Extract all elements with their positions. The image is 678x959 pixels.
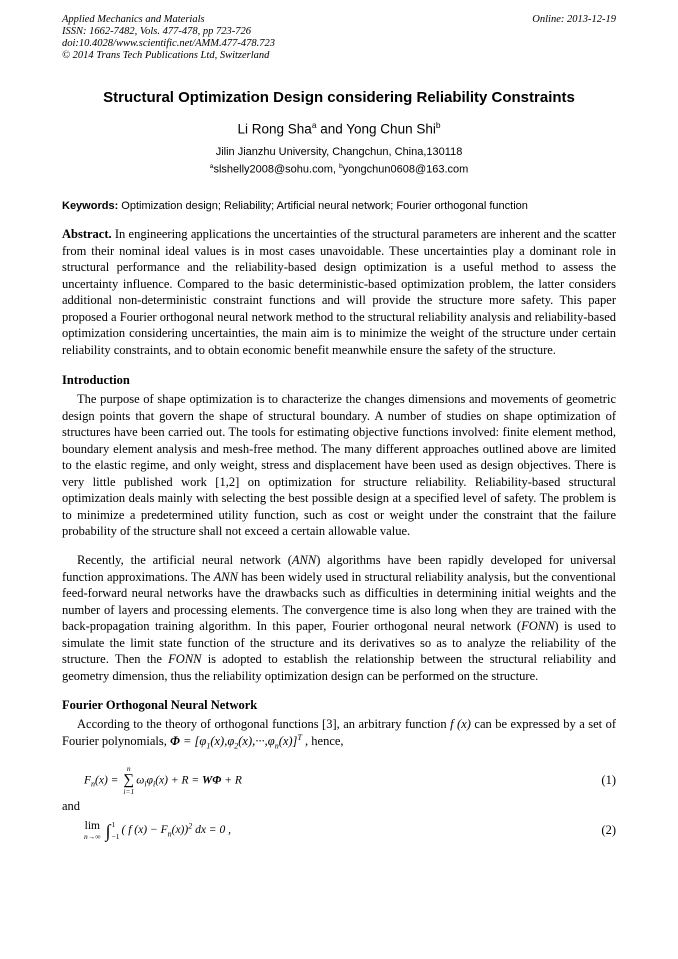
fonn-term: FONN <box>168 652 202 667</box>
integral-upper-limit: 1 <box>111 820 116 830</box>
text-run: According to the theory of orthogonal functions [3], an arbitrary function <box>77 717 451 732</box>
math-run: = [ <box>179 734 200 749</box>
integral-icon: ∫ <box>105 820 111 841</box>
fonn-paragraph-1 <box>62 716 616 752</box>
math-weight-vector: WΦ <box>202 774 222 786</box>
abstract-text: In engineering applications the uncertainties of the structural parameters are inherent and the scatter from their nominal ideal values is in most cases unavoidable. These uncertainties play a dominant role in structural performance and the reliability-based design optimization is a useful method to assess the uncertainty influence. Compared to the basic deterministic-based optimization problem, the latter considers additional non-deterministic constraint functions and will provide the structure more safety. This paper proposed a Fourier orthogonal neural network method to the structural reliability analysis and reliability-based optimization considering uncertainties, the main aim is to minimize the weight of the structure under certain reliability constraints, and to obtain economic benefit meanwhile ensure the safety of the structure. <box>62 227 616 357</box>
math-phi2: φ <box>227 734 235 749</box>
math-run: + R <box>221 774 242 786</box>
text-run: has been widely used in structural reliability analysis, but the conventional feed-forward neural networks have the drawbacks such as difficulties in determining initial weights and the number of layers and processing elements. The convergence time is also long when they are trained with the back-propagation training algorithm. In this paper, Fourier orthogonal neural network ( <box>62 569 616 634</box>
abstract-label: Abstract. <box>62 227 112 242</box>
online-date: Online: 2013-12-19 <box>532 14 616 25</box>
text-run: , hence, <box>301 734 344 749</box>
text-run: ) algorithms have been rapidly developed for universal function approximations. The <box>62 553 617 584</box>
author-1-affiliation-mark: a <box>311 120 317 131</box>
math-phi1: φ <box>199 734 207 749</box>
math-omega: ω <box>136 774 145 786</box>
email-1-mark: a <box>209 162 214 170</box>
authors-line <box>62 120 616 137</box>
text-run: is adopted to establish the relationship between the structural reliability and geometry dimension, thus the reliability optimization design can be performed on the structure. <box>62 652 616 683</box>
math-sub: i <box>152 779 156 789</box>
author-1: Li Rong Sha <box>237 121 312 137</box>
math-exponent: 2 <box>188 821 193 831</box>
text-run: Recently, the artificial neural network ( <box>77 553 292 568</box>
emails-line <box>62 163 616 176</box>
equation-1-expression <box>84 765 242 797</box>
math-sub: n <box>167 829 172 839</box>
email-2: yongchun0608@163.com <box>342 163 469 176</box>
keywords-label: Keywords: <box>62 200 119 213</box>
lim-subscript: n→∞ <box>84 831 101 841</box>
ann-term: ANN <box>291 553 317 568</box>
authors-separator: and <box>316 121 347 137</box>
sum-upper-limit: n <box>126 763 131 773</box>
math-F: F <box>84 774 92 786</box>
math-phin: φ <box>267 734 275 749</box>
keywords-text: Optimization design; Reliability; Artificial neural network; Fourier orthogonal function <box>118 200 528 213</box>
math-fx: f (x) <box>450 717 471 732</box>
author-2: Yong Chun Shi <box>346 121 436 137</box>
journal-name: Applied Mechanics and Materials <box>62 14 205 25</box>
journal-info-block <box>62 14 275 62</box>
ann-term: ANN <box>213 569 238 584</box>
fonn-term: FONN <box>521 619 555 634</box>
email-1: slshelly2008@sohu.com, <box>213 163 339 176</box>
intro-paragraph-2 <box>62 552 616 684</box>
equation-connector-text: and <box>62 799 81 814</box>
math-run: (x), <box>210 734 228 749</box>
math-sub: i <box>144 779 147 789</box>
equation-1-number: (1) <box>601 772 616 787</box>
math-sub: 1 <box>206 741 211 751</box>
text-run: can be expressed by a set of Fourier polynomials, <box>62 717 616 749</box>
journal-copyright: © 2014 Trans Tech Publications Ltd, Switzerland <box>62 50 270 62</box>
equation-1 <box>62 765 616 797</box>
integral-lower-limit: −1 <box>111 831 120 841</box>
email-2-mark: b <box>338 162 343 170</box>
author-2-affiliation-mark: b <box>435 120 441 131</box>
limit-operator <box>84 820 101 841</box>
sigma-icon: ∑ <box>123 771 135 788</box>
equation-2 <box>62 820 616 841</box>
integral-limits <box>112 821 120 840</box>
math-run: (x)) <box>171 824 189 837</box>
math-phi: φ <box>146 774 153 786</box>
journal-doi: doi:10.4028/www.scientific.net/AMM.477-478.723 <box>62 38 275 50</box>
sum-lower-limit: i=1 <box>123 786 135 796</box>
section-heading-introduction: Introduction <box>62 373 130 388</box>
math-sub: 2 <box>234 741 239 751</box>
journal-issn: ISSN: 1662-7482, Vols. 477-478, pp 723-726 <box>62 26 251 38</box>
math-sub: n <box>91 779 96 789</box>
equation-2-expression <box>84 820 231 841</box>
integral-symbol <box>106 821 120 840</box>
math-run: (x)] <box>278 734 298 749</box>
math-run: ( f (x) − F <box>121 824 168 837</box>
text-run: ) is used to simulate the limit state function of the structure and its derivatives so as to analyze the reliability of the structure. Then the <box>62 619 616 667</box>
section-heading-fonn: Fourier Orthogonal Neural Network <box>62 698 258 713</box>
math-transpose-mark: T <box>297 732 302 742</box>
paper-title: Structural Optimization Design considering Reliability Constraints <box>103 89 575 107</box>
affiliation-line: Jilin Jianzhu University, Changchun, China,130118 <box>215 145 463 158</box>
intro-paragraph-1: The purpose of shape optimization is to characterize the changes dimensions and movements of geometric design points that govern the shape of structural boundary. A number of studies on shape optimization of structures have been carried out. The tools for estimating objective functions involved: finite element method, boundary element analysis and mesh-free method. The many different approaches outlined above are limited to the elastic regime, and only weight, stress and displacement have been used as design objectives. There is very little published work [1,2] on optimization for structure reliability. Reliability-based structural optimization deals mainly with selecting the best possible design at a specified level of safety. The problem is to minimize a predetermined utility function, such as cost or weight under the constraint that the failure probability of the structure shall not exceed a certain allowable value. <box>62 392 616 539</box>
math-run: (x),···, <box>238 734 268 749</box>
math-sub: n <box>274 741 279 751</box>
math-run: (x) = <box>95 774 122 786</box>
summation-symbol <box>123 765 134 797</box>
abstract-paragraph <box>62 226 616 358</box>
keywords-line <box>62 200 616 212</box>
journal-header <box>62 14 616 62</box>
equation-2-number: (2) <box>601 823 616 838</box>
math-run: (x) + R = <box>155 774 202 786</box>
lim-word: lim <box>84 820 100 833</box>
math-phi-vector: Φ <box>169 734 180 749</box>
math-run: dx = 0 , <box>192 824 231 837</box>
